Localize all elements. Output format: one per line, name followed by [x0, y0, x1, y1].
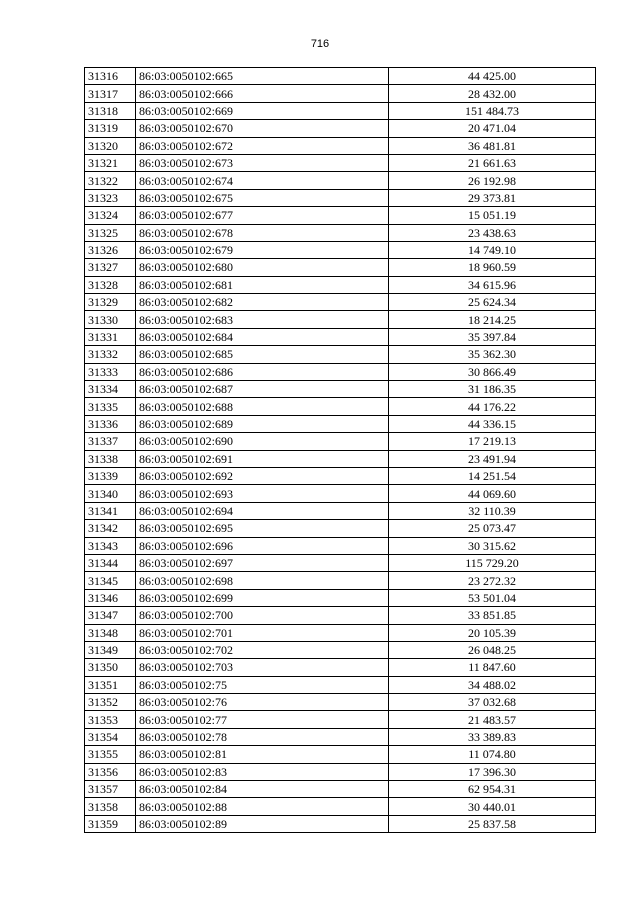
- cadastral-number-cell: 86:03:0050102:673: [136, 154, 389, 171]
- row-number-cell: 31325: [85, 224, 136, 241]
- cadastral-number-cell: 86:03:0050102:679: [136, 241, 389, 258]
- table-row: [85, 120, 596, 137]
- cadastral-value-cell: 17 219.13: [389, 433, 596, 450]
- cadastral-value-cell: 115 729.20: [389, 554, 596, 571]
- cadastral-number-cell: 86:03:0050102:680: [136, 259, 389, 276]
- row-number-cell: 31352: [85, 694, 136, 711]
- cadastral-number-cell: 86:03:0050102:701: [136, 624, 389, 641]
- row-number-cell: 31358: [85, 798, 136, 815]
- cadastral-value-cell: 37 032.68: [389, 694, 596, 711]
- cadastral-number-cell: 86:03:0050102:687: [136, 381, 389, 398]
- row-number-cell: 31330: [85, 311, 136, 328]
- cadastral-number-cell: 86:03:0050102:682: [136, 294, 389, 311]
- cadastral-number-cell: 86:03:0050102:83: [136, 763, 389, 780]
- table-row: [85, 520, 596, 537]
- table-row: [85, 433, 596, 450]
- cadastral-number-cell: 86:03:0050102:681: [136, 276, 389, 293]
- cadastral-number-cell: 86:03:0050102:691: [136, 450, 389, 467]
- cadastral-value-cell: 34 488.02: [389, 676, 596, 693]
- cadastral-value-cell: 23 272.32: [389, 572, 596, 589]
- cadastral-number-cell: 86:03:0050102:686: [136, 363, 389, 380]
- row-number-cell: 31332: [85, 346, 136, 363]
- cadastral-number-cell: 86:03:0050102:702: [136, 641, 389, 658]
- row-number-cell: 31316: [85, 68, 136, 85]
- cadastral-number-cell: 86:03:0050102:690: [136, 433, 389, 450]
- cadastral-value-cell: 44 176.22: [389, 398, 596, 415]
- table-row: [85, 224, 596, 241]
- cadastral-value-cell: 15 051.19: [389, 207, 596, 224]
- cadastral-value-cell: 25 624.34: [389, 294, 596, 311]
- cadastral-number-cell: 86:03:0050102:694: [136, 502, 389, 519]
- row-number-cell: 31350: [85, 659, 136, 676]
- row-number-cell: 31340: [85, 485, 136, 502]
- cadastral-number-cell: 86:03:0050102:697: [136, 554, 389, 571]
- cadastral-value-cell: 33 851.85: [389, 607, 596, 624]
- cadastral-value-cell: 21 483.57: [389, 711, 596, 728]
- row-number-cell: 31328: [85, 276, 136, 293]
- cadastral-number-cell: 86:03:0050102:77: [136, 711, 389, 728]
- cadastral-number-cell: 86:03:0050102:88: [136, 798, 389, 815]
- table-row: [85, 450, 596, 467]
- cadastral-number-cell: 86:03:0050102:692: [136, 467, 389, 484]
- cadastral-number-cell: 86:03:0050102:699: [136, 589, 389, 606]
- cadastral-number-cell: 86:03:0050102:670: [136, 120, 389, 137]
- cadastral-number-cell: 86:03:0050102:678: [136, 224, 389, 241]
- row-number-cell: 31319: [85, 120, 136, 137]
- row-number-cell: 31339: [85, 467, 136, 484]
- table-row: [85, 398, 596, 415]
- cadastral-value-cell: 31 186.35: [389, 381, 596, 398]
- table-row: [85, 259, 596, 276]
- cadastral-value-cell: 35 397.84: [389, 328, 596, 345]
- table-row: [85, 276, 596, 293]
- cadastral-value-cell: 34 615.96: [389, 276, 596, 293]
- row-number-cell: 31324: [85, 207, 136, 224]
- cadastral-value-cell: 30 315.62: [389, 537, 596, 554]
- page-number: 716: [310, 38, 330, 50]
- row-number-cell: 31338: [85, 450, 136, 467]
- row-number-cell: 31346: [85, 589, 136, 606]
- cadastral-value-cell: 29 373.81: [389, 189, 596, 206]
- cadastral-value-cell: 62 954.31: [389, 781, 596, 798]
- table-row: [85, 207, 596, 224]
- cadastral-value-cell: 30 866.49: [389, 363, 596, 380]
- cadastral-value-cell: 20 105.39: [389, 624, 596, 641]
- row-number-cell: 31318: [85, 102, 136, 119]
- cadastral-value-cell: 151 484.73: [389, 102, 596, 119]
- cadastral-value-cell: 18 960.59: [389, 259, 596, 276]
- table-row: [85, 763, 596, 780]
- table-row: [85, 781, 596, 798]
- row-number-cell: 31341: [85, 502, 136, 519]
- row-number-cell: 31357: [85, 781, 136, 798]
- table-row: [85, 311, 596, 328]
- cadastral-number-cell: 86:03:0050102:703: [136, 659, 389, 676]
- cadastral-value-cell: 44 336.15: [389, 415, 596, 432]
- table-row: [85, 154, 596, 171]
- row-number-cell: 31321: [85, 154, 136, 171]
- row-number-cell: 31320: [85, 137, 136, 154]
- table-row: [85, 711, 596, 728]
- cadastral-value-cell: 11 847.60: [389, 659, 596, 676]
- cadastral-number-cell: 86:03:0050102:693: [136, 485, 389, 502]
- row-number-cell: 31331: [85, 328, 136, 345]
- cadastral-number-cell: 86:03:0050102:78: [136, 728, 389, 745]
- cadastral-number-cell: 86:03:0050102:689: [136, 415, 389, 432]
- cadastral-value-cell: 32 110.39: [389, 502, 596, 519]
- table-row: [85, 85, 596, 102]
- cadastral-value-cell: 25 073.47: [389, 520, 596, 537]
- table-row: [85, 694, 596, 711]
- cadastral-value-table: [84, 67, 596, 833]
- cadastral-value-cell: 44 425.00: [389, 68, 596, 85]
- table-row: [85, 172, 596, 189]
- cadastral-number-cell: 86:03:0050102:683: [136, 311, 389, 328]
- table-row: [85, 363, 596, 380]
- row-number-cell: 31351: [85, 676, 136, 693]
- row-number-cell: 31323: [85, 189, 136, 206]
- table-row: [85, 415, 596, 432]
- table-row: [85, 676, 596, 693]
- cadastral-number-cell: 86:03:0050102:674: [136, 172, 389, 189]
- cadastral-number-cell: 86:03:0050102:672: [136, 137, 389, 154]
- cadastral-value-cell: 14 251.54: [389, 467, 596, 484]
- cadastral-number-cell: 86:03:0050102:89: [136, 815, 389, 832]
- table-row: [85, 502, 596, 519]
- cadastral-number-cell: 86:03:0050102:675: [136, 189, 389, 206]
- row-number-cell: 31345: [85, 572, 136, 589]
- cadastral-number-cell: 86:03:0050102:669: [136, 102, 389, 119]
- cadastral-number-cell: 86:03:0050102:685: [136, 346, 389, 363]
- row-number-cell: 31326: [85, 241, 136, 258]
- cadastral-number-cell: 86:03:0050102:688: [136, 398, 389, 415]
- cadastral-value-cell: 44 069.60: [389, 485, 596, 502]
- row-number-cell: 31333: [85, 363, 136, 380]
- cadastral-value-cell: 30 440.01: [389, 798, 596, 815]
- cadastral-value-cell: 11 074.80: [389, 746, 596, 763]
- table-row: [85, 659, 596, 676]
- cadastral-value-cell: 26 048.25: [389, 641, 596, 658]
- cadastral-value-cell: 53 501.04: [389, 589, 596, 606]
- table-row: [85, 589, 596, 606]
- table-row: [85, 381, 596, 398]
- table-row: [85, 189, 596, 206]
- cadastral-value-cell: 35 362.30: [389, 346, 596, 363]
- cadastral-value-cell: 25 837.58: [389, 815, 596, 832]
- cadastral-value-cell: 21 661.63: [389, 154, 596, 171]
- table-body: [85, 68, 596, 833]
- cadastral-value-cell: 14 749.10: [389, 241, 596, 258]
- row-number-cell: 31329: [85, 294, 136, 311]
- table-row: [85, 467, 596, 484]
- cadastral-number-cell: 86:03:0050102:696: [136, 537, 389, 554]
- row-number-cell: 31335: [85, 398, 136, 415]
- row-number-cell: 31317: [85, 85, 136, 102]
- cadastral-number-cell: 86:03:0050102:677: [136, 207, 389, 224]
- cadastral-value-cell: 36 481.81: [389, 137, 596, 154]
- row-number-cell: 31334: [85, 381, 136, 398]
- row-number-cell: 31342: [85, 520, 136, 537]
- table-row: [85, 641, 596, 658]
- table-row: [85, 137, 596, 154]
- cadastral-number-cell: 86:03:0050102:666: [136, 85, 389, 102]
- table-row: [85, 328, 596, 345]
- table-row: [85, 624, 596, 641]
- table-row: [85, 241, 596, 258]
- cadastral-value-cell: 23 438.63: [389, 224, 596, 241]
- cadastral-value-cell: 20 471.04: [389, 120, 596, 137]
- cadastral-number-cell: 86:03:0050102:81: [136, 746, 389, 763]
- cadastral-number-cell: 86:03:0050102:698: [136, 572, 389, 589]
- cadastral-number-cell: 86:03:0050102:84: [136, 781, 389, 798]
- cadastral-value-cell: 23 491.94: [389, 450, 596, 467]
- cadastral-value-cell: 33 389.83: [389, 728, 596, 745]
- cadastral-number-cell: 86:03:0050102:75: [136, 676, 389, 693]
- row-number-cell: 31327: [85, 259, 136, 276]
- row-number-cell: 31337: [85, 433, 136, 450]
- row-number-cell: 31353: [85, 711, 136, 728]
- row-number-cell: 31355: [85, 746, 136, 763]
- row-number-cell: 31349: [85, 641, 136, 658]
- cadastral-number-cell: 86:03:0050102:695: [136, 520, 389, 537]
- table-row: [85, 607, 596, 624]
- row-number-cell: 31322: [85, 172, 136, 189]
- table-row: [85, 798, 596, 815]
- cadastral-value-cell: 26 192.98: [389, 172, 596, 189]
- table-row: [85, 68, 596, 85]
- table-row: [85, 746, 596, 763]
- row-number-cell: 31336: [85, 415, 136, 432]
- row-number-cell: 31347: [85, 607, 136, 624]
- table-row: [85, 815, 596, 832]
- table-row: [85, 572, 596, 589]
- row-number-cell: 31356: [85, 763, 136, 780]
- table-row: [85, 346, 596, 363]
- cadastral-value-cell: 17 396.30: [389, 763, 596, 780]
- cadastral-number-cell: 86:03:0050102:665: [136, 68, 389, 85]
- table-row: [85, 102, 596, 119]
- row-number-cell: 31343: [85, 537, 136, 554]
- cadastral-value-cell: 28 432.00: [389, 85, 596, 102]
- row-number-cell: 31359: [85, 815, 136, 832]
- table-row: [85, 537, 596, 554]
- table-row: [85, 294, 596, 311]
- table-row: [85, 485, 596, 502]
- row-number-cell: 31344: [85, 554, 136, 571]
- row-number-cell: 31354: [85, 728, 136, 745]
- cadastral-value-cell: 18 214.25: [389, 311, 596, 328]
- table-row: [85, 554, 596, 571]
- cadastral-number-cell: 86:03:0050102:700: [136, 607, 389, 624]
- cadastral-number-cell: 86:03:0050102:76: [136, 694, 389, 711]
- cadastral-number-cell: 86:03:0050102:684: [136, 328, 389, 345]
- row-number-cell: 31348: [85, 624, 136, 641]
- table-row: [85, 728, 596, 745]
